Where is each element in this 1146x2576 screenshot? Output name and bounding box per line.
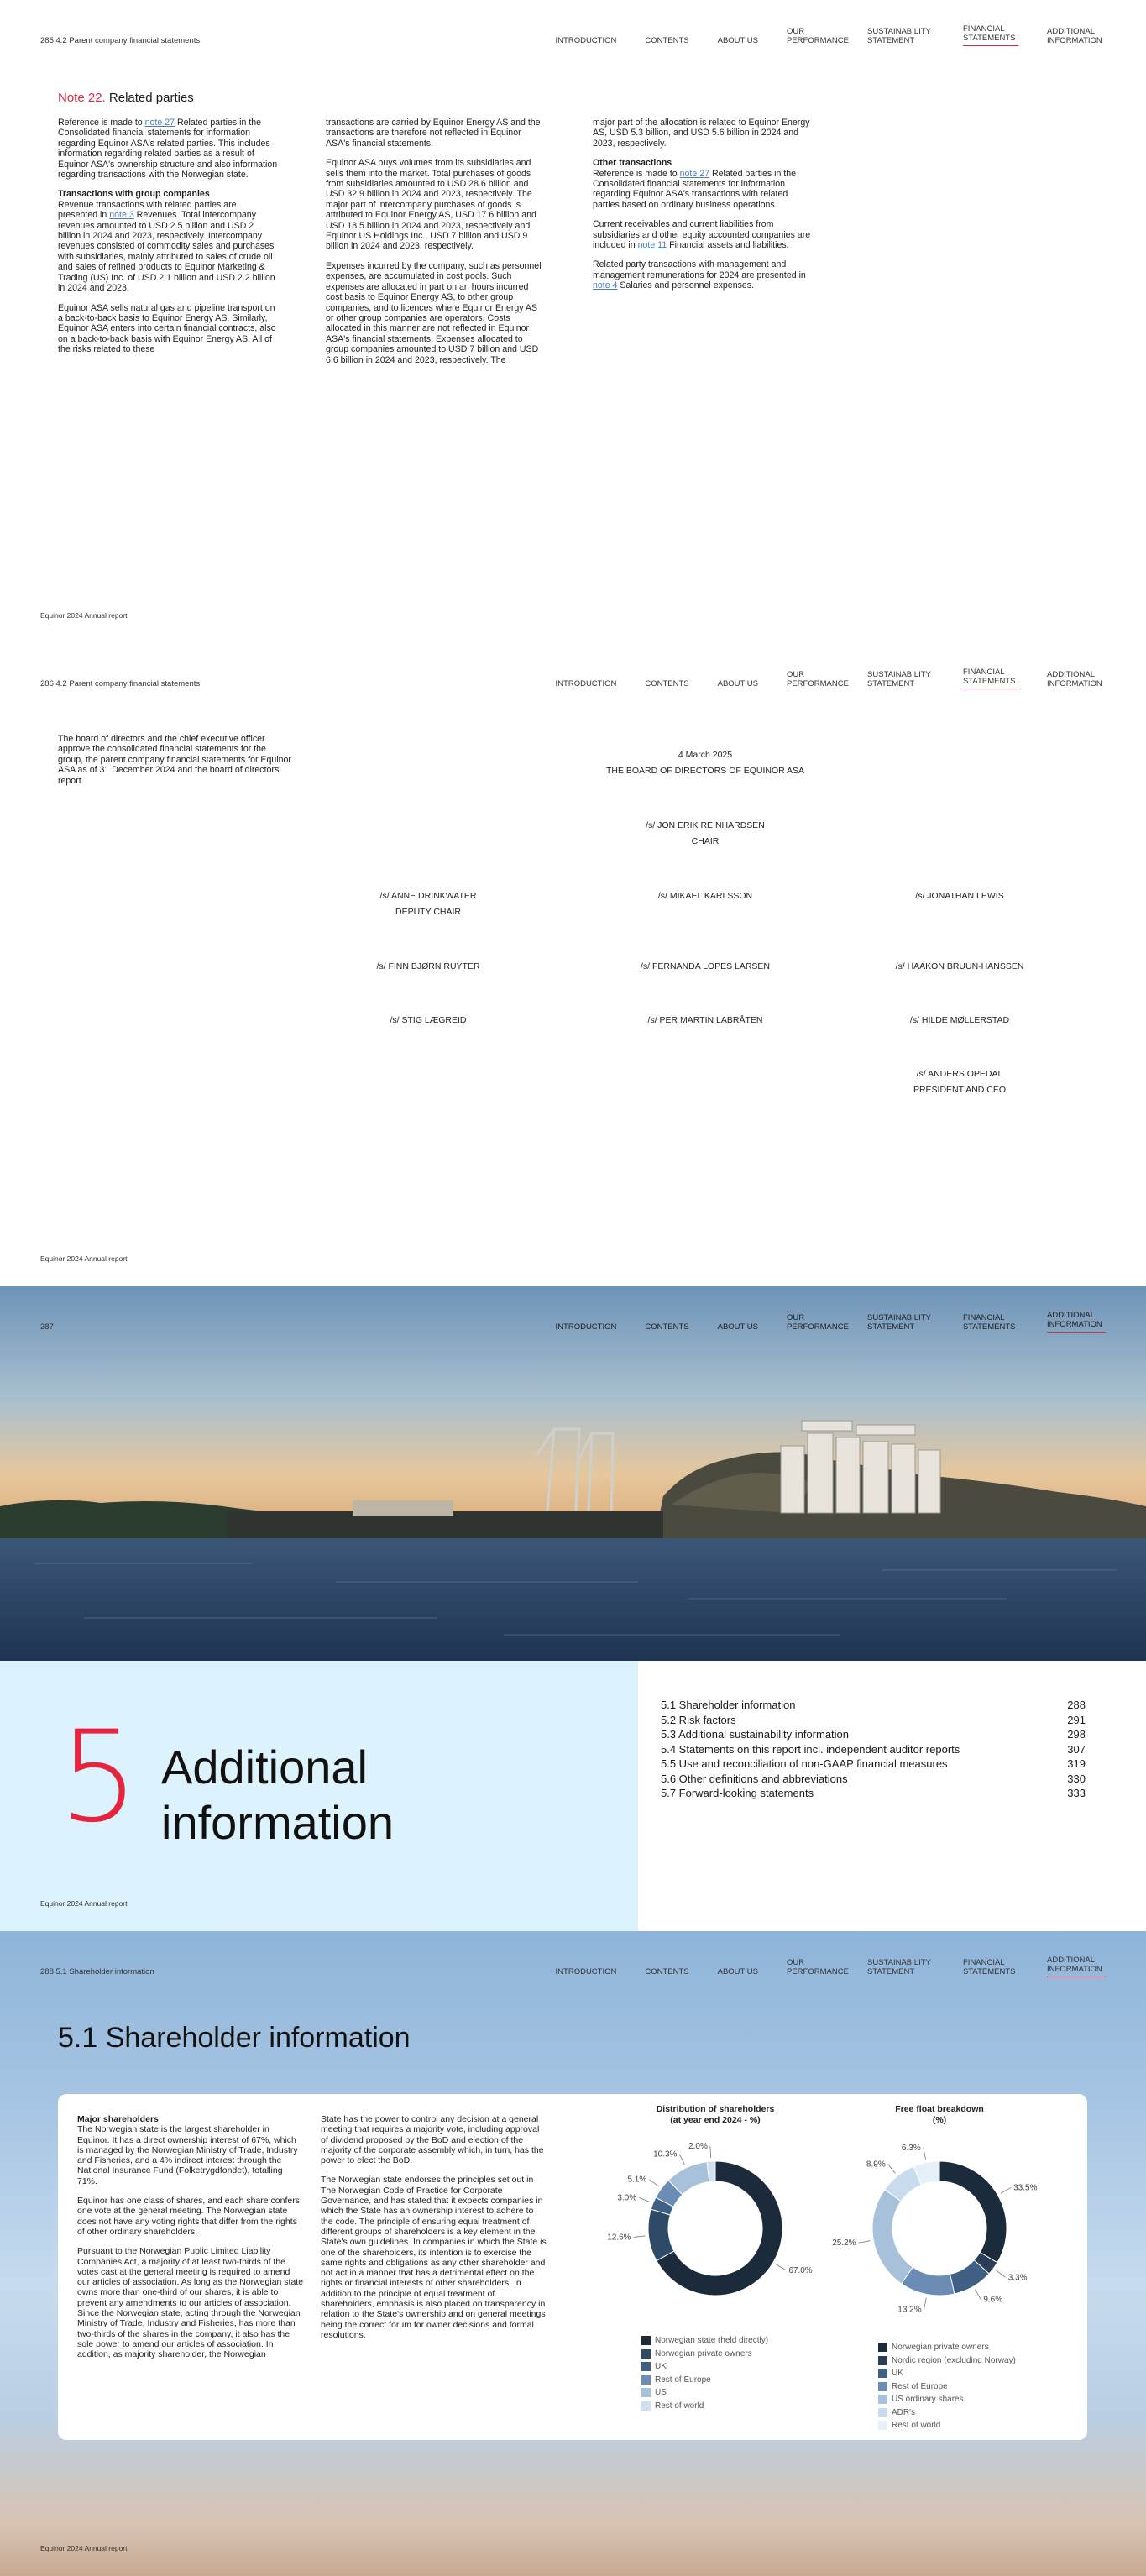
nav-introduction[interactable]: INTRODUCTION: [555, 1322, 617, 1332]
paragraph: Equinor has one class of shares, and each share confers one vote at the general meeting. The Norwegian state does not have any voting rights that differ from the rights of other ordinary shareholders.: [77, 2196, 300, 2237]
donut-slice: [939, 2161, 1007, 2263]
paragraph-text: Revenues. Total intercompany revenues amounted to USD 2.5 billion and USD 2 billion in 2024 and 2023, respectively. Intercompany revenues consisted of commodity sales and purchases with subsidiaries, mainly attributed to sales of crude oil and sales of refined products to Equinor Marketing & Trading (US) Inc. of USD 2.1 billion and USD 2.2 billion in 2024 and 2023.: [58, 210, 275, 294]
legend-item: [878, 2341, 1016, 2354]
signature-block: [319, 959, 537, 975]
page-285: [0, 0, 1146, 643]
legend-label: UK: [655, 2362, 667, 2371]
paragraph: Expenses incurred by the company, such as personnel expenses, are accumulated in cost pools. Such expenses are allocated in part on an hours incurred cost basis to Equinor Energy AS, to other group companies, and to licences where Equinor Energy AS or other group companies are operators. Costs allocated in this manner are not reflected in Equinor ASA's financial statements. Expenses allocated to group companies amounted to USD 7 billion and USD 6.6 billion in 2024 and 2023, respectively. The: [326, 260, 542, 365]
nav-our-performance[interactable]: OUR PERFORMANCE: [787, 670, 849, 689]
legend-swatch: [641, 2336, 651, 2345]
chart-title: Distribution of shareholders (at year end 2024 - %): [656, 2104, 775, 2125]
legend-item: [641, 2400, 768, 2413]
legend-swatch: [878, 2408, 887, 2417]
signatory-name: /s/ JON ERIK REINHARDSEN: [646, 820, 765, 830]
slice-label: 3.3%: [1007, 2273, 1028, 2283]
paragraph-text: Related parties in the Consolidated financial statements for information regarding Equinor ASA's related parties. This includes information regarding related parties as a result of Equinor ASA's ownership structure and also information regarding transactions with the Norwegian state.: [58, 118, 278, 181]
chapter-toc: [661, 1698, 1086, 1801]
nav-about-us[interactable]: ABOUT US: [717, 1322, 758, 1332]
legend-swatch: [878, 2356, 887, 2365]
legend-label: US ordinary shares: [892, 2395, 964, 2404]
note-link[interactable]: note 3: [109, 210, 134, 221]
legend-label: Norwegian state (held directly): [655, 2336, 769, 2345]
pier-buildings: [353, 1500, 453, 1516]
page-title: 5.1 Shareholder information: [58, 2022, 411, 2054]
nav-sustainability-statement[interactable]: SUSTAINABILITY STATEMENT: [867, 1958, 931, 1977]
slice-leader-line: [888, 2165, 896, 2174]
legend-swatch: [641, 2388, 651, 2397]
nav-additional-information[interactable]: ADDITIONAL INFORMATION: [1047, 1312, 1106, 1333]
nav-sustainability-statement[interactable]: SUSTAINABILITY STATEMENT: [867, 27, 931, 45]
slice-leader-line: [975, 2290, 981, 2300]
board-heading: THE BOARD OF DIRECTORS OF EQUINOR ASA: [605, 766, 805, 776]
legend-swatch: [641, 2362, 651, 2371]
signatory-name: /s/ ANDERS OPEDAL: [916, 1069, 1003, 1079]
paragraph-text: Financial assets and liabilities.: [667, 240, 789, 251]
legend-label: Norwegian private owners: [655, 2348, 752, 2359]
slice-label: 12.6%: [607, 2233, 631, 2243]
signature-block: [319, 1013, 537, 1029]
note-heading: [58, 91, 194, 105]
toc-label: 5.1 Shareholder information: [661, 1699, 796, 1711]
legend-item: [878, 2380, 1016, 2394]
paragraph: Equinor ASA sells natural gas and pipeline transport on a back-to-back basis to Equinor Energy AS. Similarly, Equinor ASA enters into certain financial contracts, also on a back-to-back basis with Equinor Energy AS. All of the risks related to these: [58, 302, 276, 355]
toc-label: 5.3 Additional sustainability information: [661, 1728, 850, 1741]
section-heading: Transactions with group companies: [58, 189, 210, 200]
page-header: [40, 667, 1106, 690]
legend-item: [878, 2393, 1016, 2406]
nav-our-performance[interactable]: OUR PERFORMANCE: [787, 27, 849, 45]
legend-item: [641, 2374, 768, 2387]
toc-page: 333: [1067, 1787, 1086, 1799]
nav-our-performance[interactable]: OUR PERFORMANCE: [787, 1958, 849, 1977]
approval-intro: The board of directors and the chief executive officer approve the consolidated financial statements for the group, the parent company financial statements for Equinor ASA as of 31 December 2024 and the board of directors' report.: [58, 734, 291, 786]
nav-about-us[interactable]: ABOUT US: [717, 1967, 758, 1977]
toc-label: 5.5 Use and reconciliation of non-GAAP financial measures: [661, 1757, 948, 1770]
toc-label: 5.7 Forward-looking statements: [661, 1787, 814, 1799]
toc-label: 5.4 Statements on this report incl. independent auditor reports: [661, 1742, 960, 1756]
legend-label: US: [655, 2388, 667, 2397]
slice-label: 25.2%: [832, 2238, 856, 2249]
note-link[interactable]: note 4: [593, 280, 618, 291]
page-288: [0, 1931, 1146, 2576]
signature-block: [596, 818, 814, 850]
legend-swatch: [878, 2382, 887, 2391]
legend-item: [878, 2367, 1016, 2380]
signatory-name: /s/ HILDE MØLLERSTAD: [909, 1015, 1010, 1025]
section-heading: Major shareholders: [77, 2114, 159, 2124]
top-nav: [527, 1956, 1106, 1979]
legend-swatch: [878, 2395, 887, 2404]
toc-entry[interactable]: [661, 1713, 1086, 1728]
shareholder-card: [58, 2094, 1087, 2440]
slice-leader-line: [924, 2298, 927, 2310]
signatory-name: /s/ HAAKON BRUUN-HANSSEN: [895, 961, 1024, 971]
toc-page: 288: [1067, 1699, 1086, 1711]
signature-block: [319, 888, 537, 920]
legend-swatch: [878, 2369, 887, 2378]
slice-leader-line: [1001, 2187, 1011, 2193]
toc-entry[interactable]: [661, 1772, 1086, 1787]
signature-block: [850, 1066, 1069, 1098]
legend-item: [641, 2348, 768, 2361]
page-287: [0, 1286, 1146, 1931]
page-header: [40, 24, 1106, 47]
paragraph: State has the power to control any decision at a general meeting that requires a majority vote, including approval of dividend proposed by the BoD and election of the majority of the corporate assembly which, in turn, has the power to elect the BoD.: [321, 2114, 544, 2166]
slice-leader-line: [924, 2148, 926, 2160]
legend-item: [641, 2360, 768, 2374]
legend-label: Rest of Europe: [892, 2381, 948, 2391]
nav-our-performance[interactable]: OUR PERFORMANCE: [787, 1313, 849, 1332]
toc-label: 5.2 Risk factors: [661, 1713, 736, 1726]
signatory-name: /s/ FINN BJØRN RUYTER: [376, 961, 480, 971]
slice-leader-line: [859, 2241, 871, 2243]
chart-title: Free float breakdown (%): [895, 2104, 984, 2125]
paragraph: Pursuant to the Norwegian Public Limited Liability Companies Act, a majority of at least two-thirds of the votes cast at the general meeting is required to amend our articles of association. As long as the Norwegian state owns more than one-third of our shares, it is able to prevent any amendments to our articles of association. Since the Norwegian state, acting through the Norwegian Ministry of Trade, Industry and Fisheries, has more than two-thirds of the shares in the company, it also has the sole power to amend our articles of association. In addition, as majority shareholder, the Norwegian: [77, 2246, 304, 2360]
legend-item: [641, 2334, 768, 2348]
text-column-3: [593, 118, 813, 301]
paragraph: The Norwegian state endorses the principles set out in The Norwegian Code of Practice for Corporate Governance, and has stated that it expects companies in which the State has an ownership interest to adhere to the code. The principle of ensuring equal treatment of different groups of shareholders is a key element in the State's own guidelines. In companies in which the State is one of the shareholders, its intention is to exercise the same rights and obligations as any other shareholder and not act in a manner that has a detrimental effect on the rights or financial interests of other shareholders. In addition to the principle of equal treatment of shareholders, emphasis is also placed on transparency in relation to the State's ownership and on general meetings being the correct forum for owner decisions and formal resolutions.: [321, 2175, 547, 2340]
nav-contents[interactable]: CONTENTS: [645, 679, 689, 689]
signatory-role: CHAIR: [691, 836, 720, 846]
slice-leader-line: [996, 2270, 1005, 2277]
chapter-title-line: Additional: [161, 1741, 368, 1793]
note-title: Related parties: [108, 91, 194, 105]
legend-item: [878, 2354, 1016, 2368]
section-heading: Other transactions: [593, 158, 672, 169]
top-nav: [527, 25, 1106, 48]
toc-page: 307: [1067, 1742, 1086, 1756]
signature-block: [596, 888, 814, 904]
toc-page: 298: [1067, 1728, 1086, 1741]
nav-introduction[interactable]: INTRODUCTION: [555, 36, 617, 45]
page-header: [40, 1310, 1106, 1333]
note-number: Note 22.: [58, 91, 106, 105]
nav-introduction[interactable]: INTRODUCTION: [555, 1967, 617, 1977]
text-column-1: [77, 2114, 304, 2369]
paragraph-text: Revenue transactions with related parties are presented in: [58, 199, 237, 221]
legend-swatch: [641, 2349, 651, 2359]
nav-financial-statements[interactable]: FINANCIAL STATEMENTS: [963, 25, 1018, 46]
legend-swatch: [641, 2375, 651, 2385]
legend-label: Rest of world: [655, 2401, 704, 2411]
toc-page: 319: [1067, 1757, 1086, 1770]
nav-about-us[interactable]: ABOUT US: [717, 36, 758, 45]
text-column-2: [326, 118, 546, 374]
toc-entry[interactable]: [661, 1757, 1086, 1772]
chapter-number: 5: [59, 1704, 139, 1851]
legend-label: UK: [892, 2369, 903, 2378]
legend-item: [641, 2386, 768, 2400]
legend-label: Rest of world: [892, 2421, 941, 2430]
text-column-1: [58, 118, 278, 364]
signature-block: [850, 888, 1069, 904]
donut-chart-free-float: [832, 2128, 1040, 2329]
nav-additional-information[interactable]: ADDITIONAL INFORMATION: [1047, 27, 1102, 45]
paragraph-text: Reference is made to: [593, 168, 680, 179]
nav-contents[interactable]: CONTENTS: [645, 1967, 689, 1977]
signatory-role: DEPUTY CHAIR: [395, 907, 461, 917]
top-nav: [527, 668, 1106, 691]
page-footer: Equinor 2024 Annual report: [40, 611, 128, 620]
slice-leader-line: [776, 2264, 786, 2270]
signature-block: [850, 959, 1069, 975]
legend-label: Norwegian private owners: [892, 2343, 989, 2352]
nav-additional-information[interactable]: ADDITIONAL INFORMATION: [1047, 670, 1102, 689]
donut-slice: [648, 2209, 674, 2260]
note-link[interactable]: note 27: [679, 168, 709, 179]
note-link[interactable]: note 27: [144, 118, 175, 128]
slice-label: 13.2%: [897, 2305, 922, 2315]
nav-financial-statements[interactable]: FINANCIAL STATEMENTS: [963, 1958, 1016, 1977]
nav-introduction[interactable]: INTRODUCTION: [555, 679, 617, 689]
slice-label: 8.9%: [866, 2160, 886, 2170]
slice-label: 9.6%: [983, 2295, 1003, 2305]
slice-label: 2.0%: [688, 2142, 708, 2152]
signature-block: [596, 959, 814, 975]
slice-leader-line: [639, 2197, 650, 2202]
slice-label: 5.1%: [627, 2175, 647, 2185]
toc-page: 291: [1067, 1713, 1086, 1726]
nav-additional-information[interactable]: ADDITIONAL INFORMATION: [1047, 1956, 1106, 1977]
legend-label: ADR's: [892, 2407, 916, 2417]
breadcrumb: 285 4.2 Parent company financial statements: [40, 36, 201, 45]
toc-page: 330: [1067, 1772, 1086, 1785]
page-footer: Equinor 2024 Annual report: [40, 2544, 128, 2552]
slice-label: 10.3%: [653, 2149, 678, 2160]
toc-entry[interactable]: [661, 1786, 1086, 1801]
nav-contents[interactable]: CONTENTS: [645, 36, 689, 45]
page-header: [40, 1955, 1106, 1978]
page-footer: Equinor 2024 Annual report: [40, 1899, 128, 1908]
signatory-name: /s/ MIKAEL KARLSSON: [657, 891, 753, 901]
nav-about-us[interactable]: ABOUT US: [717, 679, 758, 689]
paragraph-text: Reference is made to: [58, 118, 145, 128]
breadcrumb: 287: [40, 1322, 54, 1332]
slice-leader-line: [634, 2236, 646, 2237]
chart-legend: [878, 2341, 1016, 2432]
signatory-name: /s/ ANNE DRINKWATER: [379, 891, 477, 901]
paragraph: Equinor ASA buys volumes from its subsidiaries and sells them into the market. Total purchases of goods from subsidiaries amounted to USD 28.6 billion and USD 32.9 billion in 2024 and 2023, respectively. The major part of intercompany purchases of goods is attributed to Equinor Energy AS, USD 17.6 billion and USD 18.5 billion in 2024 and 2023, respectively and Equinor US Holdings Inc., USD 7 billion and USD 9 billion in 2024 and 2023, respectively.: [326, 158, 536, 252]
toc-entry[interactable]: [661, 1698, 1086, 1713]
breadcrumb: 286 4.2 Parent company financial statements: [40, 679, 201, 689]
signature-block: [850, 1013, 1069, 1029]
signatory-name: /s/ JONATHAN LEWIS: [915, 891, 1004, 901]
slice-leader-line: [710, 2146, 711, 2158]
legend-label: Nordic region (excluding Norway): [892, 2355, 1016, 2365]
donut-chart-distribution: [607, 2128, 816, 2329]
legend-item: [878, 2406, 1016, 2420]
paragraph-text: Related parties in the Consolidated financial statements for information regarding Equinor ASA's transactions with related parties based on ordinary business operations.: [593, 168, 797, 210]
paragraph-text: Related party transactions with management and management remunerations for 2024 are presented in: [593, 259, 806, 280]
chart-legend: [641, 2334, 768, 2412]
text-column-2: [321, 2114, 547, 2349]
page-footer: Equinor 2024 Annual report: [40, 1254, 128, 1263]
top-nav: [527, 1312, 1106, 1334]
slice-label: 6.3%: [901, 2143, 921, 2153]
legend-swatch: [641, 2401, 651, 2411]
toc-entry[interactable]: [661, 1742, 1086, 1757]
paragraph: transactions are carried by Equinor Energy AS and the transactions are therefore not reflected in Equinor ASA's financial statements.: [326, 118, 541, 149]
toc-label: 5.6 Other definitions and abbreviations: [661, 1772, 848, 1785]
nav-sustainability-statement[interactable]: SUSTAINABILITY STATEMENT: [867, 1313, 931, 1332]
slice-leader-line: [679, 2155, 684, 2165]
harbour-photo: [0, 1286, 1146, 1661]
nav-contents[interactable]: CONTENTS: [645, 1322, 689, 1332]
signatory-name: /s/ FERNANDA LOPES LARSEN: [640, 961, 771, 971]
signature-block: [596, 1013, 814, 1029]
signatory-name: /s/ STIG LÆGREID: [390, 1015, 467, 1025]
donut-slice: [872, 2190, 913, 2284]
signatory-name: /s/ PER MARTIN LABRÅTEN: [647, 1015, 763, 1025]
sea-area: [0, 1538, 1146, 1661]
legend-swatch: [878, 2343, 887, 2352]
nav-sustainability-statement[interactable]: SUSTAINABILITY STATEMENT: [867, 670, 931, 689]
nav-financial-statements[interactable]: FINANCIAL STATEMENTS: [963, 1313, 1016, 1332]
paragraph: major part of the allocation is related to Equinor Energy AS, USD 5.3 billion, and USD 5.6 billion in 2024 and 2023, respectively.: [593, 118, 810, 149]
nav-financial-statements[interactable]: FINANCIAL STATEMENTS: [963, 668, 1018, 689]
page-286: [0, 643, 1146, 1286]
chapter-title-line: information: [161, 1796, 395, 1849]
chapter-title: [161, 1740, 394, 1851]
slice-label: 3.0%: [617, 2193, 637, 2203]
signing-date: 4 March 2025: [678, 750, 733, 760]
paragraph-text: Current receivables and current liabilities from subsidiaries and other equity accounted companies are included in: [593, 219, 811, 251]
legend-label: Rest of Europe: [655, 2374, 711, 2385]
paragraph: The Norwegian state is the largest shareholder in Equinor. It has a direct ownership interest of 67%, which is managed by the Norwegian Ministry of Trade, Industry and Fisheries, and a 4% indirect interest through the National Insurance Fund (Folketrygdfondet), totalling 71%.: [77, 2124, 298, 2186]
legend-item: [878, 2419, 1016, 2432]
slice-label: 67.0%: [788, 2265, 813, 2275]
breadcrumb: 288 5.1 Shareholder information: [40, 1967, 154, 1977]
slice-label: 33.5%: [1013, 2183, 1038, 2193]
toc-entry[interactable]: [661, 1727, 1086, 1742]
paragraph-text: Salaries and personnel expenses.: [617, 280, 755, 291]
note-link[interactable]: note 11: [637, 240, 667, 251]
signatory-role: PRESIDENT AND CEO: [913, 1085, 1007, 1095]
legend-swatch: [878, 2421, 887, 2430]
slice-leader-line: [649, 2180, 658, 2186]
